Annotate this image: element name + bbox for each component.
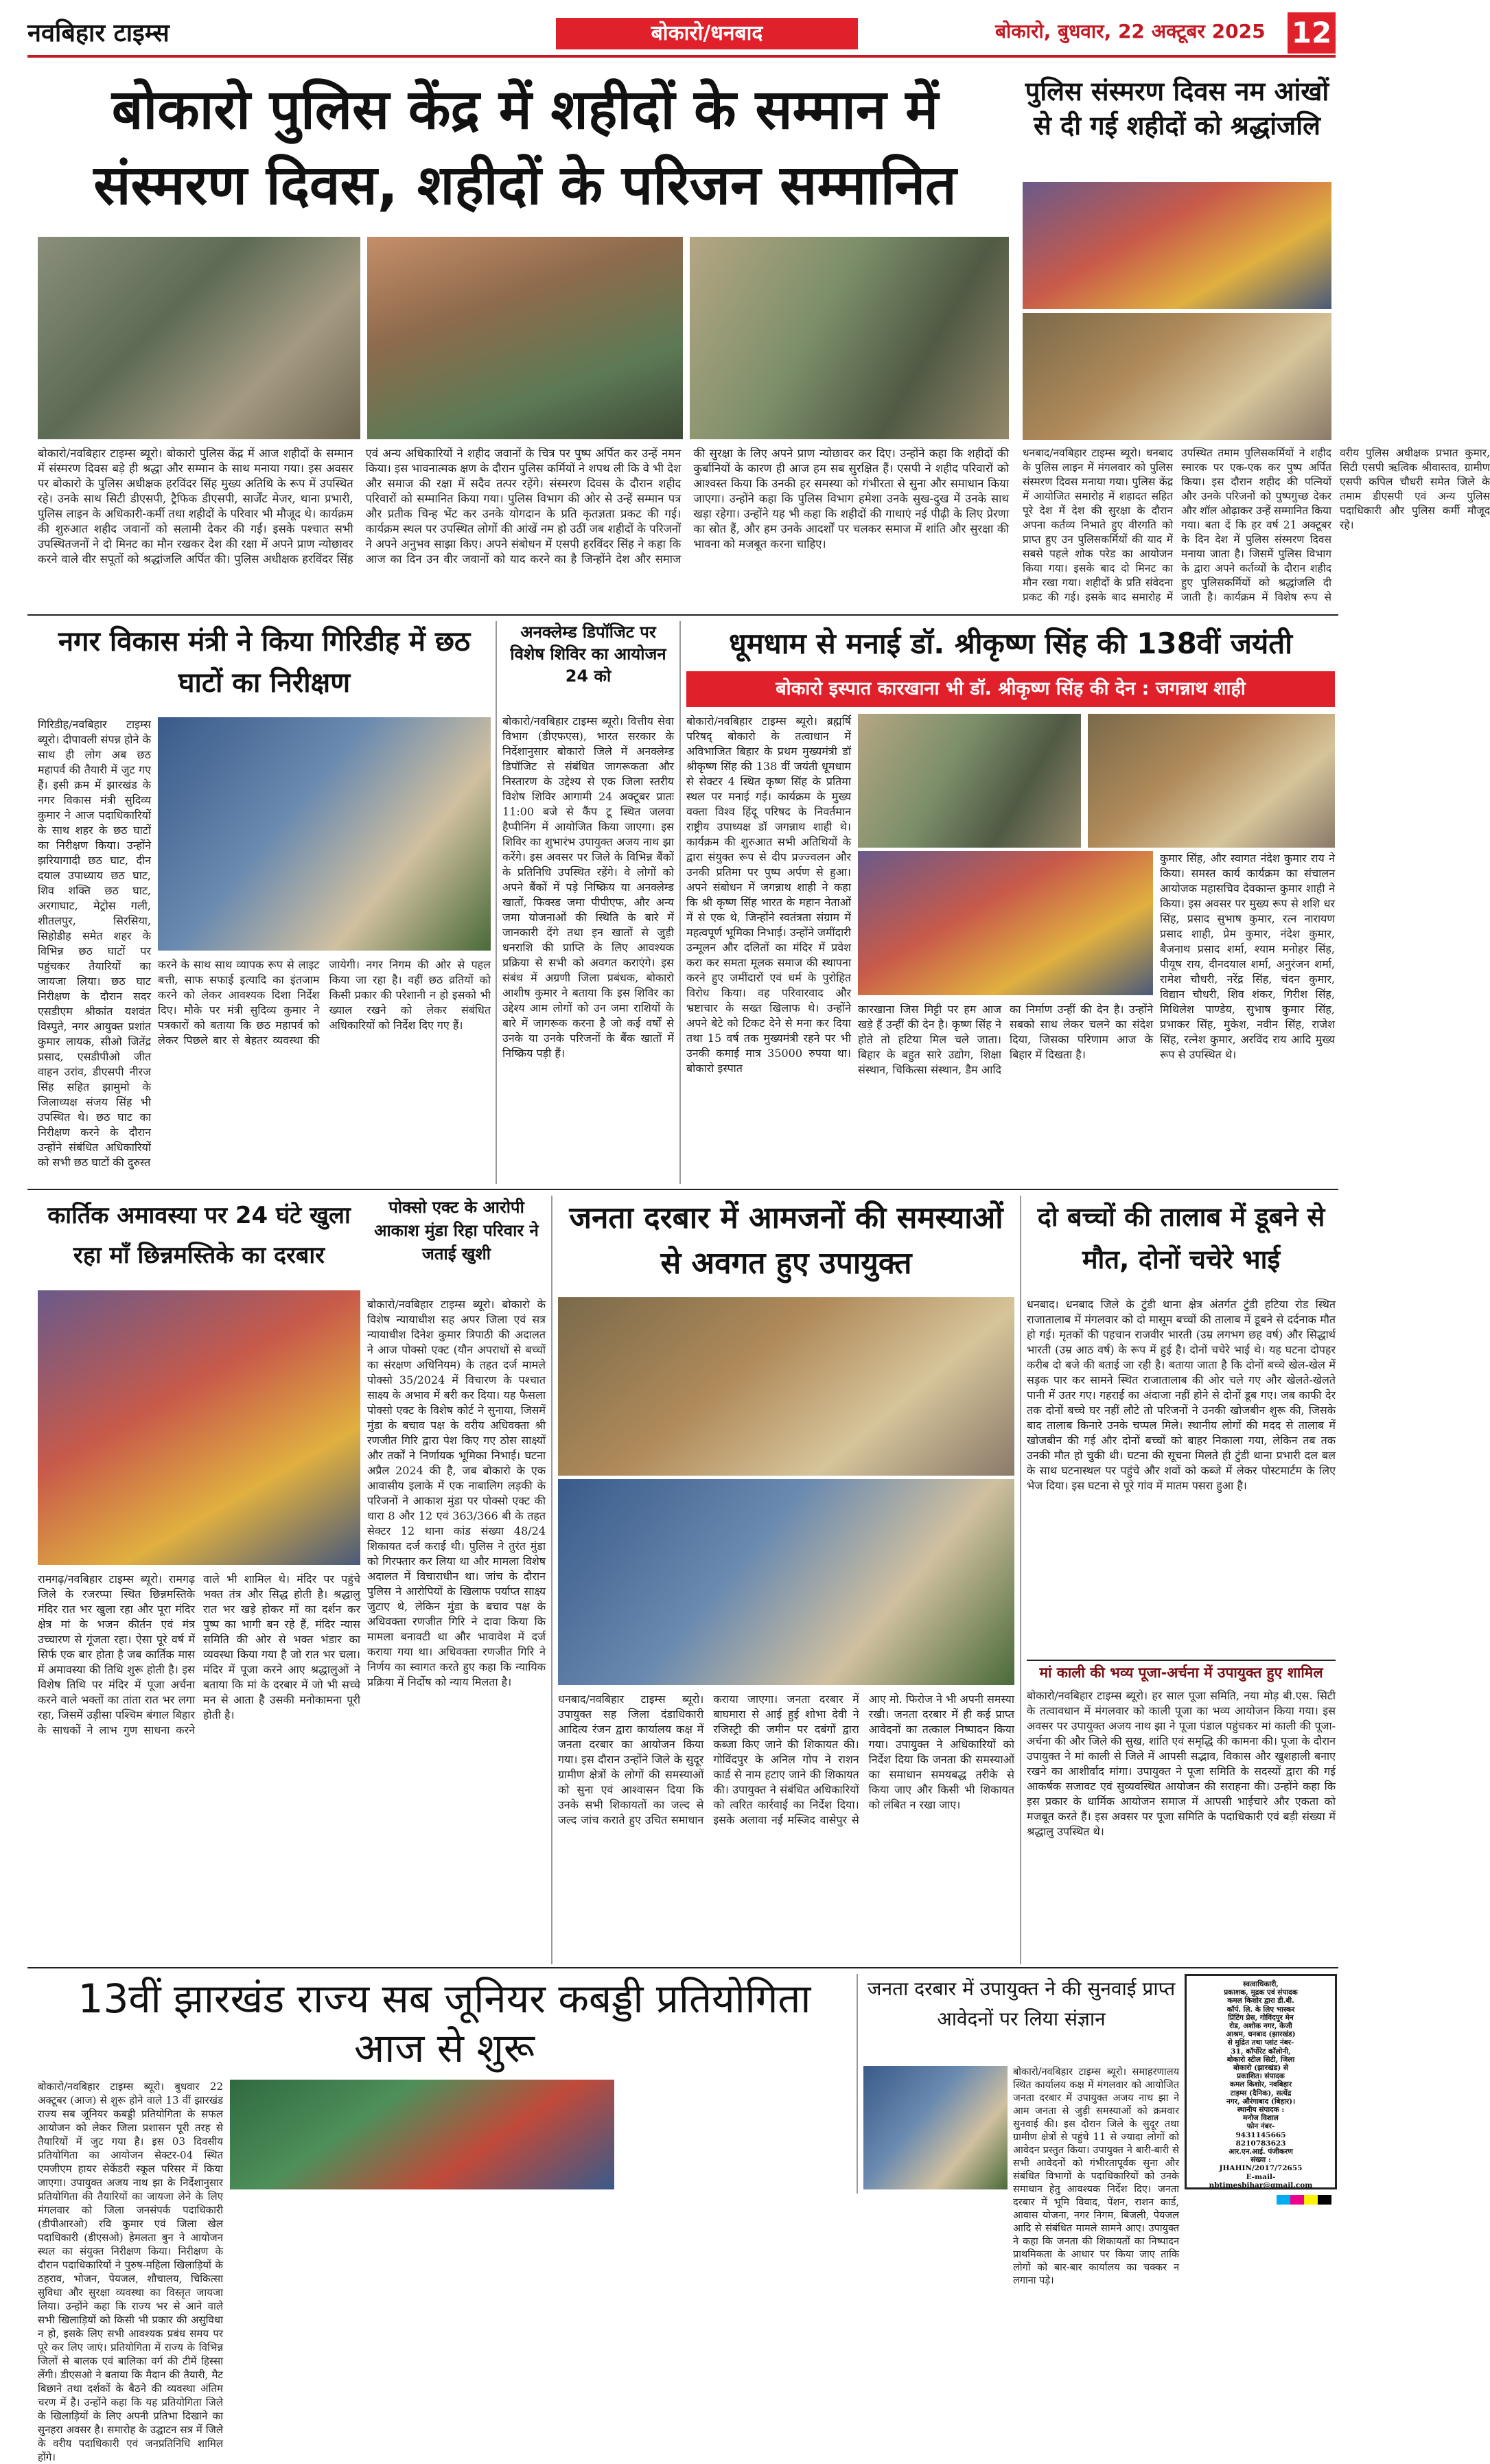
chhath-body-left: गिरिडीह/नवबिहार टाइम्स ब्यूरो। दीपावली संपन्न होने के साथ ही लोग अब छठ महापर्व की तैयारी में जुट गए हैं। इसी क्रम में झारखंड के नगर विकास मंत्री सुदिव्य कुमार ने आज पदाधिकारियों के साथ शहर के छठ घाटों का निरीक्षण किया। उन्होंने झरियागादी छठ घाट, दीन दयाल उपाध्याय छठ घाट, शिव शक्ति छठ घाट, अरगाघाट, मेट्रोस गली, शीतलपुर, सिरसिया, सिहोडीह समेत शहर के विभिन्न छठ घाटों पर पहुंचकर तैयारियों का जायजा लिया। छठ घाट निरीक्षण के दौरान सदर एसडीएम श्रीकांत यशवंत विस्पुते, नगर आयुक्त प्रशांत कुमार लायक, सीओ जितेंद्र प्रसाद, एसडीपीओ जीत वाहन उरांव, डीएसपी नीरज सिंह सहित झामुमो के जिलाध्यक्ष संजय सिंह भी उपस्थित थे। छठ घाट का निरीक्षण करने के दौरान उन्होंने संबंधित अधिकारियों को सभी छठ घाटों की दुरुस्त [38,718,151,1169]
divider [27,1967,1338,1968]
issue-date: बोकारो, बुधवार, 22 अक्टूबर 2025 [995,20,1266,43]
kali-body: बोकारो/नवबिहार टाइम्स ब्यूरो। हर साल पूजा समिति, नया मोड़ बी.एस. सिटी के तत्वावधान में मंगलवार को काली पूजा का भव्य आयोजन किया गया। इस अवसर पर उपायुक्त अजय नाथ झा ने पूजा पंडाल पहुंचकर मां काली की पूजा-अर्चना की और जिले की सुख, शांति एवं समृद्धि की कामना की। पूजा के दौरान उपायुक्त ने मां काली से जिले में आपसी सद्भाव, विकास और खुशहाली बनाए रखने का आशीर्वाद मांगा। उपायुक्त ने पूजा समिति के सदस्यों द्वारा की गई आकर्षक सजावट एवं सुव्यवस्थित आयोजन की सराहना की। उन्होंने कहा कि इस प्रकार के धार्मिक आयोजन समाज में आपसी भाईचारे और एकता को मजबूत करते हैं। इस अवसर पर पूजा समिति के पदाधिकारी एवं बड़ी संख्या में श्रद्धालु उपस्थित थे। [1027,1689,1336,1838]
side-lead-headline: पुलिस संस्मरण दिवस नम आंखों से दी गई शहीदों को श्रद्धांजलि [1025,76,1329,141]
lead-photo-3 [690,237,1009,439]
kartik-body: रामगढ़/नवबिहार टाइम्स ब्यूरो। रामगढ़ जिले के रजरप्पा स्थित छिन्नमस्तिके मंदिर रात भर खुला रहा और पूरा मंदिर क्षेत्र मां के भजन कीर्तन एवं मंत्र उच्चारण से गूंजता रहा। ऐसा पूरे वर्ष में सिर्फ एक बार होता है जब कार्तिक मास में अमावस्या की तिथि शुरू होती है। इस विशेष तिथि पर मंदिर में पूजा अर्चना करने वाले भक्तों का तांता रात भर लगा रहा, जिसमें उड़ीसा पश्चिम बंगाल बिहार के साधकों ने लाभ गुण साधना करने वाले भी शामिल थे। मंदिर पर पहुंचे भक्त तंत्र और सिद्ध होती है। श्रद्धालु रात भर खड़े होकर माँ का दर्शन कर पुष्प का भागी बन रहे हैं, मंदिर न्यास समिति की ओर से भक्त भंडार का व्यवस्था किया गया है जो रात भर चला। मंदिर में पूजा करने आए श्रद्धालुओं ने बताया कि मां के दरबार में जो भी सच्चे मन से आता है उसकी मनोकामना पूरी होती है। [38,1572,360,1736]
imprint-line: संख्या : [1250,2156,1271,2165]
hearing-photo [863,2066,1008,2189]
imprint-line: प्रकाशित। संपादक [1237,2072,1285,2081]
pocso-headline: पोक्सो एक्ट के आरोपी आकाश मुंडा रिहा परिवार ने जताई खुशी [374,1198,539,1264]
shrikrishna-body-left: बोकारो/नवबिहार टाइम्स ब्यूरो। ब्रह्मर्षि परिषद् बोकारो के तत्वाधान में अविभाजित बिहार के प्रथम मुख्यमंत्री डॉ श्रीकृष्ण सिंह की 138 वीं जयंती धूमधाम से सेक्टर 4 स्थित कृष्ण सिंह के प्रतिमा स्थल पर मनाई गई। कार्यक्रम के मुख्य वक्ता विश्व हिंदू परिषद के निवर्तमान राष्ट्रीय उपाध्यक्ष डॉ जगन्नाथ शाही थे। कार्यक्रम की शुरुआत सभी अतिथियों के द्वारा संयुक्त रूप से दीप प्रज्ज्वलन और उनकी प्रतिमा पर पुष्प अर्पण से हुआ। अपने संबोधन में जगन्नाथ शाही ने कहा कि श्री कृष्ण सिंह भारत के महान नेताओं में से एक थे, जिन्होंने स्वतंत्रता संग्राम में महत्वपूर्ण भूमिका निभाई। उन्होंने जमींदारी उन्मूलन और दलितों का मंदिर में प्रवेश करा कर समता मूलक समाज की स्थापना करने हुए जमींदारों एवं धर्म के पुरोहित विरोध किया। वह परिवारवाद और भ्रष्टाचार के सख्त खिलाफ थे। उन्होंने अपने बेटे को टिकट देने से मना कर दिया तथा 15 वर्ष तक मुख्यमंत्री रहने पर भी उनकी कमाई मात्र 35000 रुपया था। बोकारो इस्पात [686,714,851,1075]
shrikrishna-body-right: कुमार सिंह, और स्वागत नंदेश कुमार राय ने किया। समस्त कार्य कार्यक्रम का संचालन आयोजक महासचिव देवकान्त कुमार शाही ने किया। इस अवसर पर मुख्य रूप से शशि धर सिंह, प्रसाद सुभाष कुमार, रत्न नारायण प्रसाद शाही, प्रेम कुमार, नंदेश कुमार, बैजनाथ प्रसाद शर्मा, श्याम मनोहर सिंह, पीयूष राय, दीनदयाल शर्मा, अनुरंजन शर्मा, रामेश चौधरी, नरेंद्र सिंह, चंदन कुमार, विद्यान चौधरी, शिव शंकर, गिरीश सिंह, मिथिलेश पाण्डेय, सुभाष कुमार सिंह, प्रभाकर सिंह, मुकेश, नवीन सिंह, राजेश सिंह, रत्नेश कुमार, अरविंद राय आदि मुख्य रूप से उपस्थित थे। [1160,852,1335,1061]
lead-body: बोकारो/नवबिहार टाइम्स ब्यूरो। बोकारो पुलिस केंद्र में आज शहीदों के सम्मान में संस्मरण दिवस बड़े ही श्रद्धा और सम्मान के साथ मनाया गया। इस अवसर पर बोकारो के पुलिस अधीक्षक हरविंदर सिंह मुख्य अतिथि के रूप में उपस्थित रहे। उनके साथ सिटी डीएसपी, ट्रैफिक डीएसपी, सार्जेंट मेजर, थाना प्रभारी, पुलिस लाइन के अधिकारी-कर्मी तथा शहीदों के परिवार भी मौजूद थे। कार्यक्रम की शुरुआत शहीद जवानों को सलामी देकर की गई। इसके पश्चात सभी उपस्थितजनों ने दो मिनट का मौन रखकर देश की रक्षा में अपने प्राण न्योछावर करने वाले वीर सपूतों को श्रद्धांजलि अर्पित की। पुलिस अधीक्षक हरविंदर सिंह एवं अन्य अधिकारियों ने शहीद जवानों के चित्र पर पुष्प अर्पित कर उन्हें नमन किया। इस भावनात्मक क्षण के दौरान पुलिस कर्मियों ने शपथ ली कि वे भी देश और समाज की रक्षा में सदैव तत्पर रहेंगे। संस्मरण दिवस के दौरान शहीद परिवारों को सम्मानित किया गया। पुलिस विभाग की ओर से उन्हें सम्मान पत्र और प्रतीक चिन्ह भेंट कर उनके योगदान के प्रति कृतज्ञता प्रकट की गई। कार्यक्रम स्थल पर उपस्थित लोगों की आंखें नम हो उठीं जब शहीदों के परिजनों ने अपने अनुभव साझा किए। अपने संबोधन में एसपी हरविंदर सिंह ने कहा कि आज का दिन उन वीर जवानों को याद करने का है जिन्होंने देश और समाज की सुरक्षा के लिए अपने प्राण न्योछावर कर दिए। उन्होंने कहा कि शहीदों की कुर्बानियों के कारण ही आज हम सब सुरक्षित हैं। एसपी ने शहीद परिवारों को आश्वस्त किया कि उनकी हर समस्या को गंभीरता से सुना और समाधान किया जाएगा। उन्होंने कहा कि पुलिस विभाग हमेशा उनके सुख-दुख में उनके साथ खड़ा रहेगा। उन्होंने यह भी कहा कि शहीदों की गाथाएं नई पीढ़ी के लिए प्रेरणा का स्रोत हैं, और हम उनके आदर्शों पर चलकर समाज में शांति और सुरक्षा की भावना को मजबूत करना चाहिए। [38,447,1009,566]
lead-photo-2 [367,237,683,439]
imprint-lines [1191,1980,1331,2189]
lead-headline: बोकारो पुलिस केंद्र में शहीदों के सम्मान में संस्मरण दिवस, शहीदों के परिजन सम्मानित [93,78,957,217]
imprint-line: 31, कॉर्पोरेट कॉलोनी, [1231,2047,1291,2056]
imprint-line: 8210783623 [1235,2139,1286,2148]
kabaddi-body: बोकारो/नवबिहार टाइम्स ब्यूरो। बुधवार 22 अक्टूबर (आज) से शुरू होने वाले 13 वीं झारखंड राज्य सब जूनियर कबड्डी प्रतियोगिता के सफल आयोजन को लेकर जिला प्रशासन पूरी तरह से तैयारियों में जुट गया है। इस 03 दिवसीय प्रतियोगिता का आयोजन सेक्टर-04 स्थित एमजीएम हायर सेकेंडरी स्कूल परिसर में किया जाएगा। उपायुक्त अजय नाथ झा के निर्देशानुसार प्रतियोगिता की तैयारियों का जायजा लेने के लिए मंगलवार को जिला जनसंपर्क पदाधिकारी (डीपीआरओ) रवि कुमार एवं जिला खेल पदाधिकारी (डीएसओ) हेमलता बुन ने आयोजन स्थल का संयुक्त निरीक्षण किया। निरीक्षण के दौरान पदाधिकारियों ने पुरुष-महिला खिलाड़ियों के ठहराव, भोजन, पेयजल, शौचालय, चिकित्सा सुविधा और सुरक्षा व्यवस्था का विस्तृत जायजा लिया। उन्होंने कहा कि राज्य भर से आने वाले सभी खिलाड़ियों को किसी भी प्रकार की असुविधा न हो, इसके लिए सभी आवश्यक प्रबंध समय पर पूरे कर लिए जाएं। प्रतियोगिता में राज्य के विभिन्न जिलों से बालक एवं बालिका वर्ग की टीमें हिस्सा लेंगी। डीएसओ ने बताया कि मैदान की तैयारी, मैट बिछाने तथा दर्शकों के बैठने की व्यवस्था अंतिम चरण में है। उन्होंने कहा कि यह प्रतियोगिता जिले के खिलाड़ियों के लिए अपनी प्रतिभा दिखाने का सुनहरा अवसर है। समारोह के उद्घाटन सत्र में जिले के वरीय पदाधिकारी एवं जनप्रतिनिधि शामिल होंगे। [38,2080,223,2463]
imprint-line: nbtimesbihar@gmail.com [1209,2181,1313,2189]
masthead [27,12,1345,55]
brand-name: नवबिहार टाइम्स [27,19,170,47]
camp-headline: अनक्लेम्ड डिपॉजिट पर विशेष शिविर का आयोजन 24 को [510,623,666,686]
divider [857,1974,858,2194]
imprint-line: बोकारो स्टील सिटी, जिला [1226,2055,1295,2064]
registration-mark [1277,2195,1331,2205]
darbar-photo-2 [558,1479,1014,1685]
hearing-headline: जनता दरबार में उपायुक्त ने की सुनवाई प्राप्त आवेदनों पर लिया संज्ञान [867,1977,1176,2030]
kabaddi-body-cont [621,2080,851,2189]
imprint-line: फोन नंबर- [1246,2122,1275,2131]
side-lead-photo-1 [1023,182,1331,309]
hearing-body: बोकारो/नवबिहार टाइम्स ब्यूरो। समाहरणालय स्थित कार्यालय कक्ष में मंगलवार को आयोजित जनता दरबार में उपायुक्त अजय नाथ झा ने आम जनता से जुड़ी समस्याओं को क्रमवार सुनवाई की। इस दौरान जिले के सुदूर तथा ग्रामीण क्षेत्रों से पहुंचे 11 से ज्यादा लोगों को आवेदन प्रस्तुत किया। उपायुक्त ने बारी-बारी से सभी आवेदनों को गंभीरतापूर्वक सुना और संबंधित विभागों के पदाधिकारियों को उनके समाधान हेतु आवश्यक निर्देश दिए। जनता दरबार में भूमि विवाद, पेंशन, राशन कार्ड, आवास योजना, नगर निगम, बिजली, पेयजल आदि से संबंधित मामले सामने आए। उपायुक्त ने कहा कि जनता की शिकायतों का निष्पादन प्राथमिकता के आधार पर किया जाए ताकि लोगों को बार-बार कार्यालय का चक्कर न लगाना पड़े। [1013,2067,1179,2286]
divider [679,621,681,1184]
divider [551,1196,552,1964]
masthead-rule [27,55,1336,58]
divider [496,621,497,1184]
imprint-line: 9431145665 [1235,2130,1286,2139]
imprint-line: कॉर्प. लि. के लिए भास्कर [1226,2005,1295,2014]
imprint-line: E-mail- [1246,2172,1276,2181]
shrikrishna-headline: धूमधाम से मनाई डॉ. श्रीकृष्ण सिंह की 138वीं जयंती [728,627,1293,660]
divider [1020,1196,1021,1964]
chhath-body-right: करने के साथ साथ व्यापक रूप से लाइट बत्ती, साफ सफाई इत्यादि का इंतजाम करने को लेकर आवश्यक दिशा निर्देश दिए। मौके पर मंत्री सुदिव्य कुमार ने पत्रकारों को बताया कि छठ महापर्व को लेकर पिछले बार से बेहतर व्यवस्था की जायेगी। नगर निगम की ओर से पहल किया जा रहा है। वहीं छठ व्रतियों को किसी प्रकार की परेशानी न हो इसको भी ख्याल रखने को लेकर संबंधित अधिकारियों को निर्देश दिए गए हैं। [158,958,491,1047]
camp-body: बोकारो/नवबिहार टाइम्स ब्यूरो। वित्तीय सेवा विभाग (डीएफएस), भारत सरकार के निर्देशानुसार बोकारो जिले में अनक्लेम्ड डिपॉजिट से संबंधित जागरूकता और निस्तारण के उद्देश्य से एक जिला स्तरीय विशेष शिविर आगामी 24 अक्टूबर प्रातः 11:00 बजे से कैंप टू स्थित जलवा हैप्पीनिंग में आयोजित किया जाएगा। इस शिविर का शुभारंभ उपायुक्त अजय नाथ झा करेंगे। इस अवसर पर जिले के विभिन्न बैंकों के प्रतिनिधि उपस्थित रहेंगे। वे लोगों को अपने बैंकों में पड़े निष्क्रिय या अनक्लेम्ड खातों, फिक्स्ड जमा पीपीएफ, और अन्य जमा योजनाओं की स्थिति के बारे में जानकारी देंगे तथा इन खातों से जुड़ी धनराशि की प्राप्ति के लिए आवश्यक प्रक्रिया से सभी को अवगत कराएंगे। इस संबंध में अग्रणी जिला प्रबंधक, बोकारो आशीष कुमार ने बताया कि इस शिविर का उद्देश्य आम लोगों को उन जमा राशियों के बारे में जागरूक करना है जो कई वर्षों से उनके या उनके परिजनों के बैंक खातों में निष्क्रिय पड़ी हैं। [502,714,674,1060]
imprint-line: प्रकाशक, मुद्रक एवं संपादक [1224,1988,1298,1997]
imprint-line: स्थानीय संपादक : [1237,2106,1285,2115]
darbar-headline: जनता दरबार में आमजनों की समस्याओं से अवगत हुए उपायुक्त [569,1200,1003,1281]
shrikrishna-subhead: बोकारो इस्पात कारखाना भी डॉ. श्रीकृष्ण सिंह की देन : जगन्नाथ शाही [686,671,1335,707]
kabaddi-photo [230,2080,614,2189]
shrikrishna-photo-1 [858,714,1081,848]
side-lead-body: धनबाद/नवबिहार टाइम्स ब्यूरो। धनबाद के पुलिस लाइन में मंगलवार को पुलिस संस्मरण दिवस मनाया गया। पुलिस केंद्र में आयोजित समारोह में शहादत सहित पूरे देश में देश की सुरक्षा के दौरान अपना कर्तव्य निभाते हुए वीरगति को प्राप्त हुए उन पुलिसकर्मियों की याद में सबसे पहले शोक परेड का आयोजन किया गया। इसके बाद दो मिनट का मौन रखा गया। शहीदों के प्रति संवेदना प्रकट की गई। इसके बाद समारोह में उपस्थित तमाम पुलिसकर्मियों ने शहीद स्मारक पर एक-एक कर पुष्प अर्पित किया। इस दौरान शहीद की पत्नियों और उनके परिजनों को पुष्पगुच्छ देकर और शॉल ओढ़ाकर उन्हें सम्मानित किया गया। बता दें कि हर वर्ष 21 अक्टूबर के दिन देश में पुलिस संस्मरण दिवस मनाया जाता है। जिसमें पुलिस विभाग के द्वारा अपने कर्तव्यों के दौरान शहीद हुए पुलिसकर्मियों को श्रद्धांजलि दी जाती है। कार्यक्रम में विशेष रूप से वरीय पुलिस अधीक्षक प्रभात कुमार, सिटी एसपी ऋत्विक श्रीवास्तव, ग्रामीण एसपी कपिल चौधरी समेत जिले के तमाम डीएसपी एवं अन्य पुलिस पदाधिकारी और पुलिस कर्मी मौजूद रहे। [1023,447,1490,603]
imprint-line: नगर, औरंगाबाद (बिहार)। [1226,2097,1296,2106]
shrikrishna-photo-2 [1088,714,1335,848]
darbar-photo-1 [558,1297,1014,1476]
imprint-line: प्रिंटिंग प्रेस, गोविंदपुर मेन [1228,2013,1294,2022]
imprint-line: बोकारो (झारखंड) से [1233,2064,1289,2073]
side-lead-photo-2 [1023,313,1331,440]
imprint-line: मनोज विशाल [1243,2114,1279,2123]
imprint-line: रोड, अशोक नगर, केजी [1229,2022,1292,2031]
imprint-line: आश्रम, धनबाद (झारखंड) [1226,2030,1296,2039]
imprint-line: से मुद्रित तथा प्लांट नंबर- [1227,2038,1294,2047]
darbar-body: धनबाद/नवबिहार टाइम्स ब्यूरो। उपायुक्त सह जिला दंडाधिकारी आदित्य रंजन द्वारा कार्यालय कक्ष में जनता दरबार का आयोजन किया गया। इस दौरान उन्होंने जिले के सुदूर ग्रामीण क्षेत्रों के लोगों की समस्याओं को सुना एवं आश्वासन दिया कि उनके सभी शिकायतों का जल्द से जल्द जांच कराते हुए उचित समाधान कराया जाएगा। जनता दरबार में बाघमारा से आई हुई शोभा देवी ने रजिस्ट्री की जमीन पर दबंगों द्वारा कब्जा किए जाने की शिकायत की। गोविंदपुर के अनिल गोप ने राशन कार्ड से नाम हटाए जाने की शिकायत की। उपायुक्त ने संबंधित अधिकारियों को त्वरित कार्रवाई का निर्देश दिया। इसके अलावा नई मस्जिद वासेपुर से आए मो. फिरोज ने भी अपनी समस्या रखी। जनता दरबार में ही कई प्राप्त आवेदनों का तत्काल निष्पादन किया गया। उपायुक्त ने अधिकारियों को निर्देश दिया कि जनता की समस्याओं का समाधान समयबद्ध तरीके से किया जाए और किसी भी शिकायत को लंबित न रखा जाए। [558,1693,1014,1826]
imprint-box [1185,1974,1337,2189]
shrikrishna-photo-3 [858,851,1153,995]
divider [27,1189,1338,1190]
imprint-line: कमल किशोर, नवबिहार [1229,2080,1292,2089]
chhath-photo [158,717,491,951]
kabaddi-headline: 13वीं झारखंड राज्य सब जूनियर कबड्डी प्रतियोगिता आज से शुरू [78,1975,811,2071]
lead-photo-1 [38,237,360,439]
kartik-headline: कार्तिक अमावस्या पर 24 घंटे खुला रहा माँ छिन्नमस्तिके का दरबार [47,1202,351,1269]
imprint-line: टाइम्स (दैनिक), सत्येंद्र [1230,2089,1292,2097]
pocso-body: बोकारो/नवबिहार टाइम्स ब्यूरो। बोकारो के विशेष न्यायाधीश सह अपर जिला एवं सत्र न्यायाधीश दिनेश कुमार त्रिपाठी की अदालत ने आज पोक्सो एक्ट (यौन अपराधों से बच्चों का संरक्षण अधिनियम) के तहत दर्ज मामले पोक्सो 35/2024 में विचारण के पश्चात साक्ष्य के अभाव में बरी कर दिया। यह फैसला पोक्सो एक्ट के विशेष कोर्ट ने सुनाया, जिसमें मुंडा के बचाव पक्ष के वरीय अधिवक्ता श्री रणजीत गिरि द्वारा पेश किए गए ठोस साक्ष्यों और तर्कों ने निर्णायक भूमिका निभाई। घटना अप्रैल 2024 की है, जब बोकारो के एक आवासीय इलाके में एक नाबालिग लड़की के परिजनों ने आकाश मुंडा पर पोक्सो एक्ट की धारा 8 और 12 एवं 363/366 बी के तहत सेक्टर 12 थाना कांड संख्या 48/24 शिकायत दर्ज कराई थी। पुलिस ने तुरंत मुंडा को गिरफ्तार कर लिया था और मामला विशेष अदालत में विचाराधीन था। जांच के दौरान पुलिस ने आरोपियों के खिलाफ पर्याप्त साक्ष्य जुटाए थे, लेकिन मुंडा के बचाव पक्ष के अधिवक्ता रणजीत गिरि ने दावा किया कि मामला बनावटी था और भावावेश में दर्ज कराया गया था। अधिवक्ता रणजीत गिरि ने निर्णय का स्वागत करते हुए कहा कि न्यायिक प्रक्रिया में निर्दोष को न्याय मिलता है। [367,1298,546,1688]
shrikrishna-body-mid: कारखाना जिस मिट्टी पर हम आज खड़े हैं उन्हीं की देन है। कृष्ण सिंह ने होते तो हटिया मिल चले जाता। बिहार के बहुत सारे उद्योग, शिक्षा संस्थान, चिकित्सा संस्थान, डैम आदि का निर्माण उन्हीं की देन है। उन्होंने सबको साथ लेकर चलने का संदेश दिया, जिसका परिणाम आज के बिहार में दिखता है। [858,1003,1153,1076]
imprint-line: JHAHIN/2017/72655 [1219,2164,1303,2173]
kali-headline: मां काली की भव्य पूजा-अर्चना में उपायुक्त हुए शामिल [1027,1660,1336,1684]
section-label: बोकारो/धनबाद [556,18,858,49]
chhath-headline: नगर विकास मंत्री ने किया गिरिडीह में छठ घाटों का निरीक्षण [58,626,471,699]
divider [27,614,1338,616]
kartik-photo [38,1290,360,1565]
imprint-line: स्वत्वाधिकारी, [1243,1980,1279,1988]
imprint-line: कमल किशोर द्वारा डी.बी. [1227,1997,1294,2006]
page-number: 12 [1288,12,1336,54]
drown-headline: दो बच्चों की तालाब में डूबने से मौत, दोनों चचेरे भाई [1037,1202,1325,1275]
imprint-line: आर.एन.आई. पंजीकरण [1229,2148,1293,2157]
drown-body: धनबाद। धनबाद जिले के टुंडी थाना क्षेत्र अंतर्गत टुंडी हटिया रोड स्थित राजातालाब में मंगलवार को दो मासूम बच्चों की तालाब में डूबने से दर्दनाक मौत हो गई। मृतकों की पहचान राजवीर भारती (उम्र लगभग छह वर्ष) और सिद्धार्थ भारती (उम्र आठ वर्ष) के रूप में हुई है। दोनों चचेरे भाई थे। यह घटना दोपहर करीब दो बजे की बताई जा रही है। बताया जाता है कि दोनों बच्चे खेल-खेल में सड़क पार कर सामने स्थित राजातालाब की ओर चले गए और खेलते-खेलते पानी में उतर गए। गहराई का अंदाजा नहीं होने से दोनों डूब गए। जब काफी देर तक दोनों बच्चे घर नहीं लौटे तो परिजनों ने उनकी खोजबीन शुरू की, जिसके बाद तालाब किनारे उनके चप्पल मिले। स्थानीय लोगों की मदद से तालाब में खोजबीन की गई और दोनों बच्चों को बाहर निकाला गया, लेकिन तब तक उनकी मौत हो चुकी थी। घटना की सूचना मिलते ही टुंडी थाना प्रभारी दल बल के साथ घटनास्थल पर पहुंचे और शवों को कब्जे में लेकर पोस्टमार्टम के लिए भेज दिया। इस घटना से पूरे गांव में मातम पसरा हुआ है। [1027,1298,1336,1492]
